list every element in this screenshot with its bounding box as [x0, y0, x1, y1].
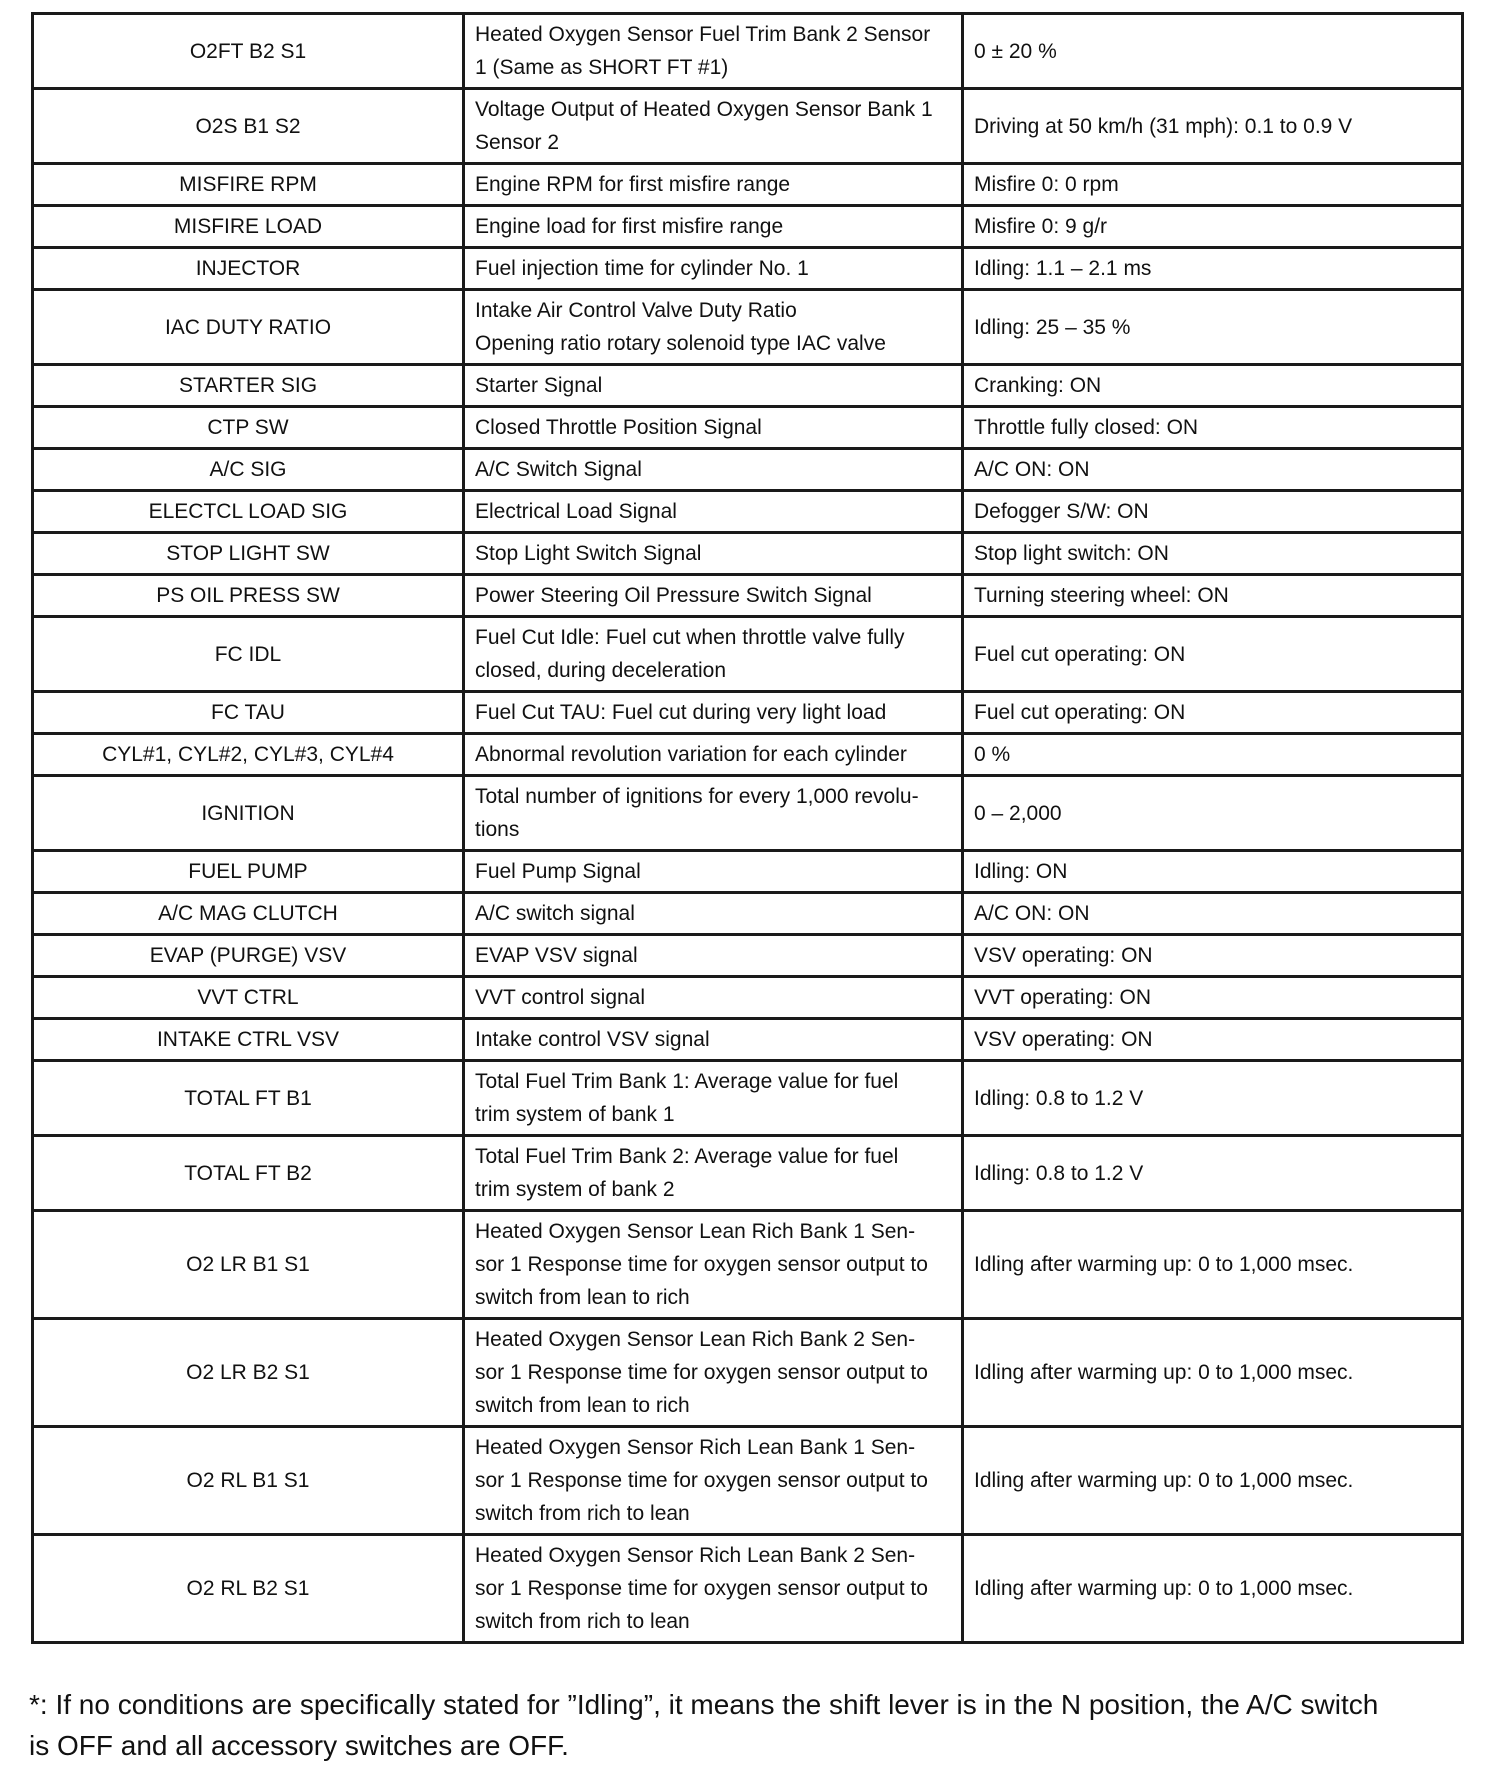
condition-cell	[963, 89, 1463, 164]
condition-line: Idling: 25 – 35 %	[974, 315, 1131, 339]
condition-cell	[963, 290, 1463, 365]
condition-line: Defogger S/W: ON	[974, 500, 1149, 523]
table-row	[33, 89, 1463, 164]
description-line: Total Fuel Trim Bank 2: Average value for fuel	[475, 1145, 899, 1168]
condition-line: Fuel cut operating: ON	[974, 642, 1186, 666]
item-cell: FC TAU	[33, 692, 464, 734]
condition-cell	[963, 1061, 1463, 1136]
description-cell	[464, 365, 963, 407]
table-row	[33, 935, 1463, 977]
condition-cell	[963, 893, 1463, 935]
description-line: Fuel Pump Signal	[475, 860, 641, 883]
description-line: Engine RPM for first misfire range	[475, 173, 791, 196]
condition-cell	[963, 14, 1463, 89]
description-cell	[464, 935, 963, 977]
item-cell: CTP SW	[33, 407, 464, 449]
condition-line: Idling after warming up: 0 to 1,000 msec.	[974, 1469, 1354, 1492]
condition-line: Stop light switch: ON	[974, 542, 1169, 565]
condition-line: Misfire 0: 9 g/r	[974, 215, 1108, 238]
description-line: Intake Air Control Valve Duty Ratio	[475, 299, 797, 322]
item-cell: EVAP (PURGE) VSV	[33, 935, 464, 977]
item-cell: O2 LR B1 S1	[33, 1211, 464, 1319]
item-cell: IGNITION	[33, 776, 464, 851]
condition-cell	[963, 851, 1463, 893]
condition-line: Throttle fully closed: ON	[974, 416, 1199, 439]
description-cell	[464, 977, 963, 1019]
description-line: Voltage Output of Heated Oxygen Sensor Bank 1	[475, 98, 933, 121]
item-cell: INJECTOR	[33, 248, 464, 290]
description-cell	[464, 1019, 963, 1061]
condition-line: Misfire 0: 0 rpm	[974, 173, 1119, 196]
condition-cell	[963, 1136, 1463, 1211]
table-row	[33, 1019, 1463, 1061]
table-row	[33, 776, 1463, 851]
condition-line: Driving at 50 km/h (31 mph): 0.1 to 0.9 V	[974, 114, 1353, 138]
condition-cell	[963, 248, 1463, 290]
description-line: Intake control VSV signal	[475, 1028, 710, 1051]
description-line: Heated Oxygen Sensor Lean Rich Bank 1 Sen-	[475, 1220, 916, 1243]
condition-cell	[963, 491, 1463, 533]
item-cell: PS OIL PRESS SW	[33, 575, 464, 617]
condition-cell	[963, 935, 1463, 977]
table-row	[33, 1136, 1463, 1211]
table-row	[33, 248, 1463, 290]
table-row	[33, 1211, 1463, 1319]
item-cell: STARTER SIG	[33, 365, 464, 407]
table-row	[33, 533, 1463, 575]
condition-line: Idling after warming up: 0 to 1,000 msec.	[974, 1361, 1354, 1384]
footnote	[29, 1684, 1469, 1766]
item-cell: O2 LR B2 S1	[33, 1319, 464, 1427]
description-cell	[464, 1427, 963, 1535]
item-cell: A/C SIG	[33, 449, 464, 491]
condition-line: Fuel cut operating: ON	[974, 701, 1186, 724]
table-row	[33, 14, 1463, 89]
table-row	[33, 1535, 1463, 1643]
description-line: Power Steering Oil Pressure Switch Signal	[475, 584, 872, 607]
description-cell	[464, 692, 963, 734]
description-line: Fuel Cut Idle: Fuel cut when throttle valve fully	[475, 626, 905, 649]
table-row	[33, 575, 1463, 617]
item-cell: STOP LIGHT SW	[33, 533, 464, 575]
item-cell: TOTAL FT B2	[33, 1136, 464, 1211]
footnote-line-1: *: If no conditions are specifically stated for ”Idling”, it means the shift lever is in the N position, the A/C switch	[29, 1689, 1379, 1720]
item-cell: ELECTCL LOAD SIG	[33, 491, 464, 533]
condition-cell	[963, 692, 1463, 734]
condition-cell	[963, 617, 1463, 692]
description-cell	[464, 1211, 963, 1319]
table-row	[33, 164, 1463, 206]
item-cell: FUEL PUMP	[33, 851, 464, 893]
description-line: Electrical Load Signal	[475, 500, 677, 523]
condition-cell	[963, 1535, 1463, 1643]
condition-cell	[963, 1019, 1463, 1061]
condition-cell	[963, 575, 1463, 617]
description-cell	[464, 1535, 963, 1643]
description-line: trim system of bank 2	[475, 1178, 675, 1201]
description-cell	[464, 449, 963, 491]
condition-cell	[963, 449, 1463, 491]
condition-line: 0 – 2,000	[974, 801, 1062, 825]
description-cell	[464, 893, 963, 935]
description-cell	[464, 617, 963, 692]
description-line: A/C Switch Signal	[475, 458, 642, 481]
description-line: switch from rich to lean	[475, 1502, 690, 1525]
description-line: Total Fuel Trim Bank 1: Average value for fuel	[475, 1070, 899, 1093]
description-line: Abnormal revolution variation for each cylinder	[475, 743, 907, 766]
table-row	[33, 449, 1463, 491]
condition-cell	[963, 1427, 1463, 1535]
item-cell: MISFIRE RPM	[33, 164, 464, 206]
condition-line: Turning steering wheel: ON	[974, 584, 1229, 607]
description-cell	[464, 491, 963, 533]
table-row	[33, 977, 1463, 1019]
description-cell	[464, 851, 963, 893]
table-row	[33, 692, 1463, 734]
description-line: Heated Oxygen Sensor Rich Lean Bank 1 Sen-	[475, 1436, 916, 1459]
description-line: Total number of ignitions for every 1,000 revolu-	[475, 785, 919, 808]
item-cell: O2S B1 S2	[33, 89, 464, 164]
item-cell: VVT CTRL	[33, 977, 464, 1019]
condition-cell	[963, 365, 1463, 407]
condition-line: Idling: ON	[974, 860, 1068, 883]
item-cell: INTAKE CTRL VSV	[33, 1019, 464, 1061]
condition-line: Idling: 0.8 to 1.2 V	[974, 1161, 1144, 1185]
condition-line: A/C ON: ON	[974, 902, 1090, 925]
description-line: switch from lean to rich	[475, 1286, 690, 1309]
description-line: sor 1 Response time for oxygen sensor output to	[475, 1469, 928, 1492]
description-line: A/C switch signal	[475, 902, 635, 925]
item-cell: O2FT B2 S1	[33, 14, 464, 89]
condition-line: Idling after warming up: 0 to 1,000 msec.	[974, 1253, 1354, 1276]
table-row	[33, 893, 1463, 935]
table-row	[33, 617, 1463, 692]
description-line: switch from rich to lean	[475, 1610, 690, 1633]
description-cell	[464, 290, 963, 365]
table-row	[33, 206, 1463, 248]
description-cell	[464, 164, 963, 206]
table-row	[33, 491, 1463, 533]
condition-line: Idling after warming up: 0 to 1,000 msec.	[974, 1577, 1354, 1600]
table-body	[33, 14, 1463, 1643]
item-cell: O2 RL B1 S1	[33, 1427, 464, 1535]
description-line: Heated Oxygen Sensor Lean Rich Bank 2 Sen-	[475, 1328, 916, 1351]
table-row	[33, 1061, 1463, 1136]
footnote-line-2: is OFF and all accessory switches are OFF.	[29, 1730, 569, 1761]
item-cell: A/C MAG CLUTCH	[33, 893, 464, 935]
condition-cell	[963, 407, 1463, 449]
condition-cell	[963, 533, 1463, 575]
data-list-table	[31, 12, 1464, 1644]
description-line: sor 1 Response time for oxygen sensor output to	[475, 1577, 928, 1600]
description-line: Sensor 2	[475, 131, 560, 154]
table-row	[33, 1319, 1463, 1427]
condition-line: VSV operating: ON	[974, 944, 1153, 967]
item-cell: CYL#1, CYL#2, CYL#3, CYL#4	[33, 734, 464, 776]
condition-line: Cranking: ON	[974, 374, 1102, 397]
description-line: 1 (Same as SHORT FT #1)	[475, 56, 729, 79]
condition-line: Idling: 1.1 – 2.1 ms	[974, 257, 1152, 280]
description-line: Fuel Cut TAU: Fuel cut during very light load	[475, 701, 887, 724]
description-line: sor 1 Response time for oxygen sensor output to	[475, 1253, 928, 1276]
description-cell	[464, 14, 963, 89]
data-list-sheet	[31, 12, 1461, 1644]
table-row	[33, 365, 1463, 407]
description-cell	[464, 575, 963, 617]
condition-line: VSV operating: ON	[974, 1028, 1153, 1051]
condition-cell	[963, 206, 1463, 248]
description-line: EVAP VSV signal	[475, 944, 638, 967]
description-line: switch from lean to rich	[475, 1394, 690, 1417]
condition-line: 0 ± 20 %	[974, 39, 1057, 63]
description-line: sor 1 Response time for oxygen sensor output to	[475, 1361, 928, 1384]
condition-cell	[963, 977, 1463, 1019]
condition-line: Idling: 0.8 to 1.2 V	[974, 1086, 1144, 1110]
description-line: tions	[475, 818, 520, 841]
table-row	[33, 1427, 1463, 1535]
description-line: Closed Throttle Position Signal	[475, 416, 762, 439]
table-row	[33, 290, 1463, 365]
item-cell: MISFIRE LOAD	[33, 206, 464, 248]
description-cell	[464, 533, 963, 575]
condition-cell	[963, 776, 1463, 851]
description-line: Starter Signal	[475, 374, 603, 397]
condition-cell	[963, 164, 1463, 206]
condition-cell	[963, 734, 1463, 776]
description-line: Heated Oxygen Sensor Rich Lean Bank 2 Sen-	[475, 1544, 916, 1567]
description-cell	[464, 89, 963, 164]
description-line: trim system of bank 1	[475, 1103, 675, 1126]
table-row	[33, 851, 1463, 893]
description-cell	[464, 1061, 963, 1136]
condition-line: VVT operating: ON	[974, 986, 1152, 1009]
item-cell: FC IDL	[33, 617, 464, 692]
description-cell	[464, 206, 963, 248]
description-cell	[464, 776, 963, 851]
item-cell: TOTAL FT B1	[33, 1061, 464, 1136]
condition-cell	[963, 1211, 1463, 1319]
description-line: VVT control signal	[475, 986, 646, 1009]
condition-line: 0 %	[974, 743, 1011, 766]
description-line: closed, during deceleration	[475, 659, 726, 682]
description-line: Heated Oxygen Sensor Fuel Trim Bank 2 Sensor	[475, 23, 931, 46]
condition-line: A/C ON: ON	[974, 458, 1090, 481]
description-line: Stop Light Switch Signal	[475, 542, 702, 565]
description-line: Engine load for first misfire range	[475, 215, 784, 238]
table-row	[33, 407, 1463, 449]
description-cell	[464, 1319, 963, 1427]
description-cell	[464, 407, 963, 449]
description-cell	[464, 1136, 963, 1211]
condition-cell	[963, 1319, 1463, 1427]
description-cell	[464, 248, 963, 290]
item-cell: IAC DUTY RATIO	[33, 290, 464, 365]
description-line: Fuel injection time for cylinder No. 1	[475, 257, 809, 280]
item-cell: O2 RL B2 S1	[33, 1535, 464, 1643]
description-cell	[464, 734, 963, 776]
table-row	[33, 734, 1463, 776]
description-line: Opening ratio rotary solenoid type IAC valve	[475, 332, 886, 355]
